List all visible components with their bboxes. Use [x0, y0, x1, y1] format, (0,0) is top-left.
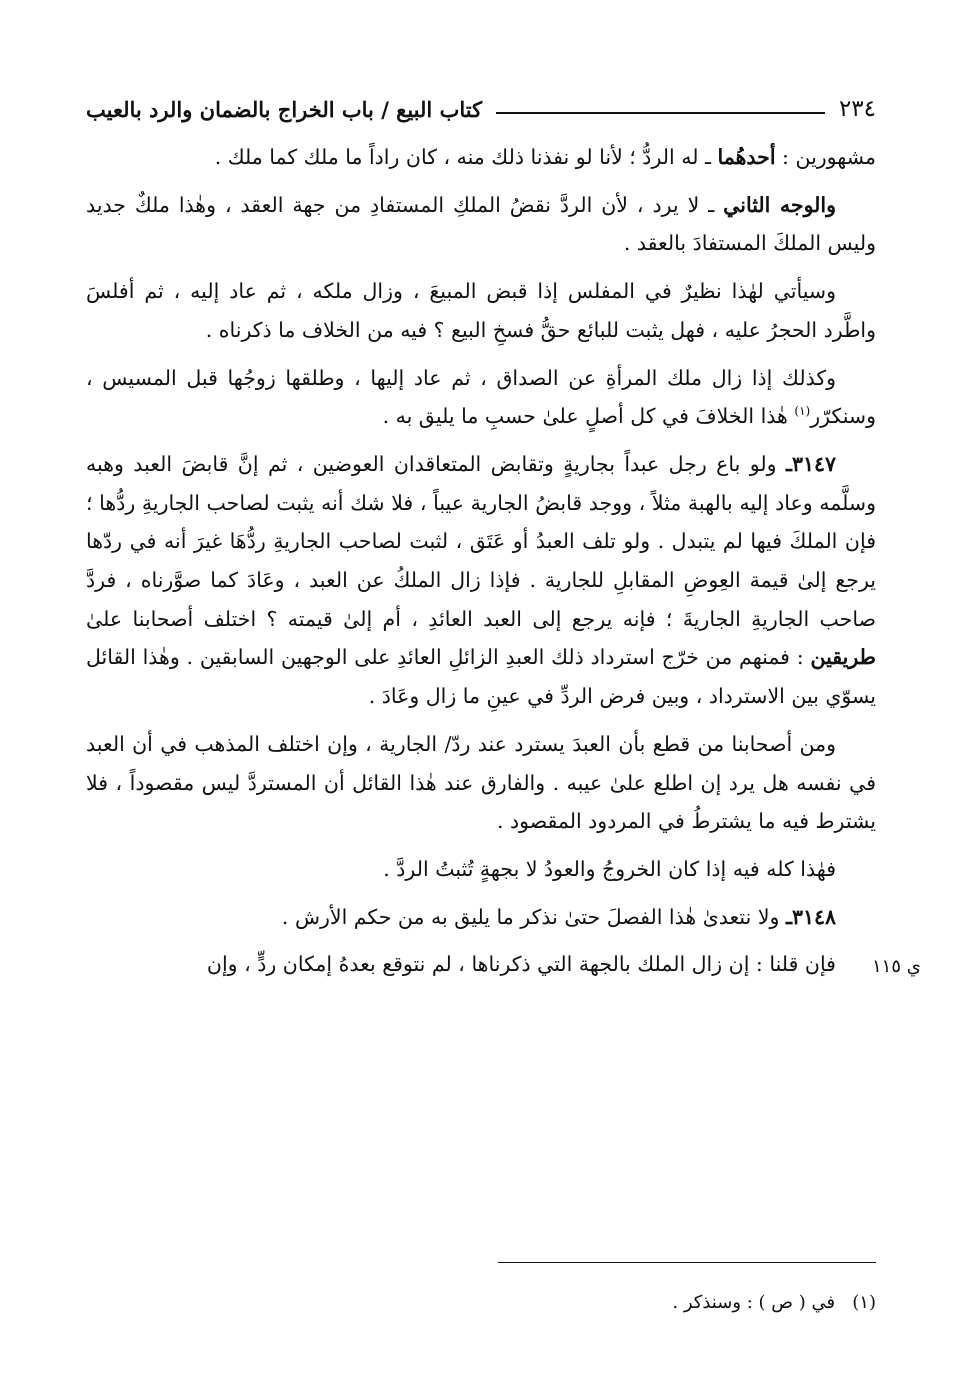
- paragraph-4-text-before: وكذلك إذا زال ملك المرأةِ عن الصداق ، ثم عاد إليها ، وطلقها زوجُها قبل المسيس ، وسنكرّر: [86, 365, 876, 429]
- paragraph-5-bold: طريقين: [810, 645, 876, 670]
- paragraph-3: [86, 272, 876, 349]
- manuscript-margin-note: ي ١١٥: [872, 956, 921, 977]
- paragraph-1-bold: أحدهُما: [717, 145, 776, 169]
- footnote-separator: [498, 1262, 876, 1263]
- running-title: كتاب البيع / باب الخراج بالضمان والرد بالعيب: [86, 96, 483, 122]
- paragraph-7-text: فهٰذا كله فيه إذا كان الخروجُ والعودُ لا بجهةٍ تُثبتُ الردَّ .: [383, 856, 836, 881]
- paragraph-4: [86, 359, 876, 436]
- footnote-marker: (١): [852, 1292, 876, 1313]
- paragraph-7: [86, 850, 876, 889]
- paragraph-1: [86, 138, 876, 177]
- paragraph-5: [86, 445, 876, 716]
- paragraph-8-text: ولا نتعدىٰ هٰذا الفصلَ حتىٰ نذكر ما يليق به من حكم الأرش .: [281, 904, 786, 929]
- paragraph-6: [86, 725, 876, 841]
- footnote-reference: (١): [794, 404, 811, 419]
- paragraph-1-lead: مشهورين :: [775, 145, 876, 169]
- footnote: [86, 1292, 876, 1313]
- paragraph-3-text: وسيأتي لهٰذا نظيرٌ في المفلس إذا قبض المبيعَ ، وزال ملكه ، ثم عاد إليه ، ثم أفلسَ واطَّرد الحجرُ عليه ، فهل يثبت للبائع حقُّ فسخِ البيع ؟ فيه من الخلاف ما ذكرناه .: [86, 279, 876, 342]
- page-number: ٢٣٤: [838, 96, 876, 122]
- paragraph-6-text: ومن أصحابنا من قطع بأن العبدَ يسترد عند ردّ/ الجارية ، وإن اختلف المذهب في أن العبد في نفسه هل يرد إن اطلع علىٰ عيبه . والفارق عند هٰذا القائل أن المستردَّ ليس مقصوداً ، فلا يشترط فيه ما يشترطُ في المردود المقصود .: [86, 731, 876, 834]
- footnote-text: في ( ص ) : وسنذكر .: [672, 1292, 836, 1313]
- main-text: [86, 138, 876, 988]
- running-header: [86, 92, 876, 126]
- paragraph-2-bold: والوجه الثاني: [723, 192, 836, 217]
- paragraph-9-text: فإن قلنا : إن زال الملك بالجهة التي ذكرناها ، لم نتوقع بعدهُ إمكان ردٍّ ، وإن: [206, 952, 836, 977]
- paragraph-4-text-after: هٰذا الخلافَ في كل أصلٍ علىٰ حسبِ ما يليق به .: [382, 404, 795, 429]
- paragraph-2-text: ـ لا يرد ، لأن الردَّ نقضُ الملكِ المستفادِ من جهة العقد ، وهٰذا ملكٌ جديد وليس الملكَ المستفادَ بالعقد .: [86, 192, 876, 256]
- paragraph-5-text-before: ولو باع رجل عبداً بجاريةٍ وتقابض المتعاقدان العوضين ، ثم إنَّ قابضَ العبد وهبه وسلَّمه وعاد إليه بالهبة مثلاً ، ووجد قابضُ الجارية عيباً ، فلا شك أنه يثبت لصاحب الجاريةِ ردُّها ؛ فإن الملكَ فيها لم يتبدل . ولو تلف العبدُ أو عَتَق ، لثبت لصاحب الجاريةِ ردُّهَا غيرَ أنه في ردّها يرجع إلىٰ قيمة العِوضِ المقابلِ للجارية . فإذا زال الملكُ عن العبد ، وعَادَ كما صوَّرناه ، فردَّ صاحب الجاريةِ الجاريةَ ؛ فإنه يرجع إلى العبد العائدِ ، أم إلىٰ قيمته ؟ اختلف أصحابنا علىٰ: [86, 451, 876, 631]
- section-number-3147: ٣١٤٧ـ: [785, 451, 836, 476]
- paragraph-9: [86, 945, 876, 984]
- header-rule: [496, 112, 825, 114]
- paragraph-1-text: ـ له الردُّ ؛ لأنا لو نفذنا ذلك منه ، كان راداً ما ملك كما ملك .: [214, 145, 718, 169]
- paragraph-2: [86, 186, 876, 263]
- paragraph-5-text-after: : فمنهم من خرّج استرداد ذلك العبدِ الزائلِ العائدِ على الوجهين السابقين . وهٰذا القائل يسوّي بين الاسترداد ، وبين فرض الردِّ في عينِ ما زال وعَادَ .: [86, 645, 876, 709]
- section-number-3148: ٣١٤٨ـ: [785, 904, 836, 929]
- paragraph-8: [86, 898, 876, 937]
